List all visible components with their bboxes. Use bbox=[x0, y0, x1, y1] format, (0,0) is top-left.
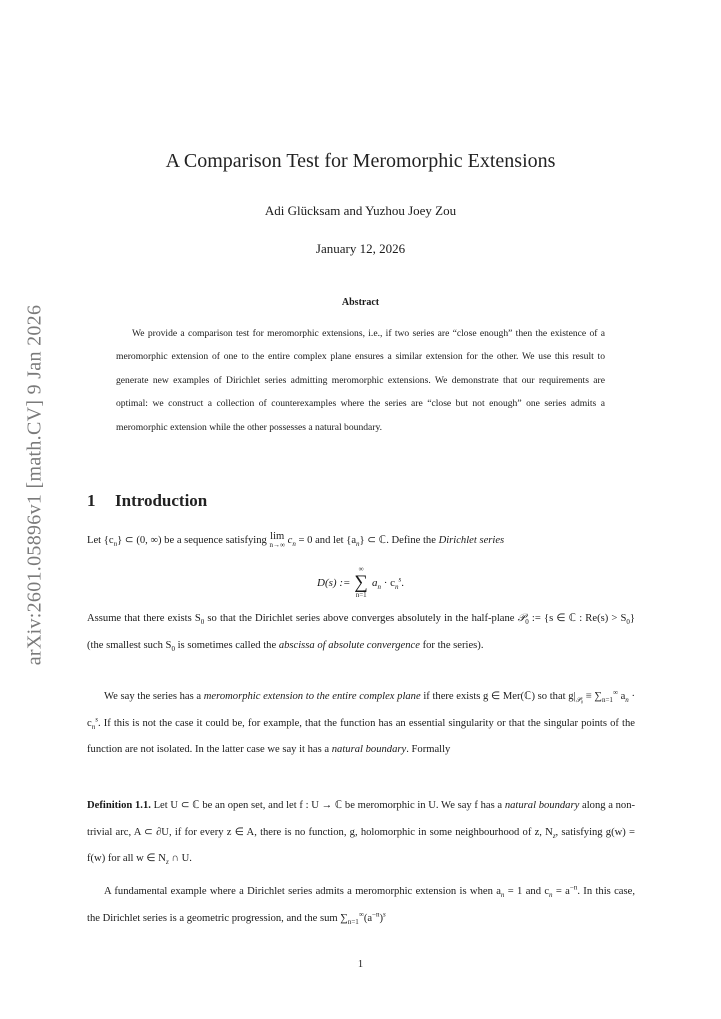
paper-title: A Comparison Test for Meromorphic Extensions bbox=[165, 150, 556, 172]
intro-paragraph-3: We say the series has a meromorphic extension to the entire complex plane if there exists g ∈ Mer(ℂ) so that $g|_{𝒫_0} \equiv \sum_{n=1}^\infty$ $a_n \cdot c_n^s$. If this is not the case it could be, for example, that the function has an essential singularity or that the singular points of the function are not isolated. In the latter case we say it has a natural boundary. Formally bbox=[87, 688, 635, 755]
arxiv-sidebar bbox=[12, 290, 58, 680]
definition-label: Definition 1.1. bbox=[87, 800, 151, 811]
paper-authors: Adi Glücksam and Yuzhou Joey Zou bbox=[264, 203, 457, 218]
dirichlet-series-formula: D(s) := ∞ ∑ n=1 $a_n \cdot c_n^s$. bbox=[317, 565, 404, 599]
section-heading bbox=[87, 491, 207, 511]
definition-1-1: Definition 1.1. Let U ⊂ ℂ be an open set, and let f : U → ℂ be meromorphic in U. We say f has a natural boundary along a non-trivial arc, A ⊂ ∂U, if for every z ∈ A, there is no function, g, holomorphic in some neighbourhood of z, $N_z$, satisfying g(w) = f(w) for all w ∈ $N_z$ ∩ U. bbox=[87, 800, 636, 867]
abstract-body: We provide a comparison test for meromorphic extensions, i.e., if two series are “close enough” then the existence of a meromorphic extension of one to the entire complex plane ensures a similar extension for the other. We use this result to generate new examples of Dirichlet series admitting meromorphic extensions. We demonstrate that our requirements are optimal: we construct a collection of counterexamples where the series are “close but not enough” one series admits a meromorphic extension while the other possesses a natural boundary. bbox=[116, 328, 605, 433]
intro-paragraph-1: Let $\{c_n\}$ ⊂ (0, ∞) be a sequence satisfying lim n→∞ $c_n = 0$ and let $\{a_n\}$ ⊂ ℂ. Define the Dirichlet series bbox=[87, 530, 505, 550]
page-number: 1 bbox=[357, 959, 364, 970]
arxiv-identifier: arXiv:2601.05896v1 [math.CV] 9 Jan 2026 bbox=[23, 304, 46, 666]
section-number: 1 bbox=[87, 491, 96, 510]
dirichlet-series-term: Dirichlet series bbox=[438, 535, 505, 546]
example-paragraph: A fundamental example where a Dirichlet series admits a meromorphic extension is when $a_n = 1$ and $c_n = a^{-n}$. In this case, the Dirichlet series is a geometric progression, and the sum $\sum_{n=1}^\infty(a^{-n})^s$ bbox=[87, 883, 635, 926]
intro-paragraph-2: Assume that there exists $S_0$ so that the Dirichlet series above converges absolutely in the half-plane 𝒫$_0$ := {s ∈ ℂ : $Re(s) > S_0$} (the smallest such $S_0$ is sometimes called the abscissa of absolute convergence for the series). bbox=[87, 613, 635, 653]
abstract-heading: Abstract bbox=[341, 297, 380, 308]
section-title: Introduction bbox=[115, 491, 208, 510]
paper-date: January 12, 2026 bbox=[315, 241, 406, 256]
